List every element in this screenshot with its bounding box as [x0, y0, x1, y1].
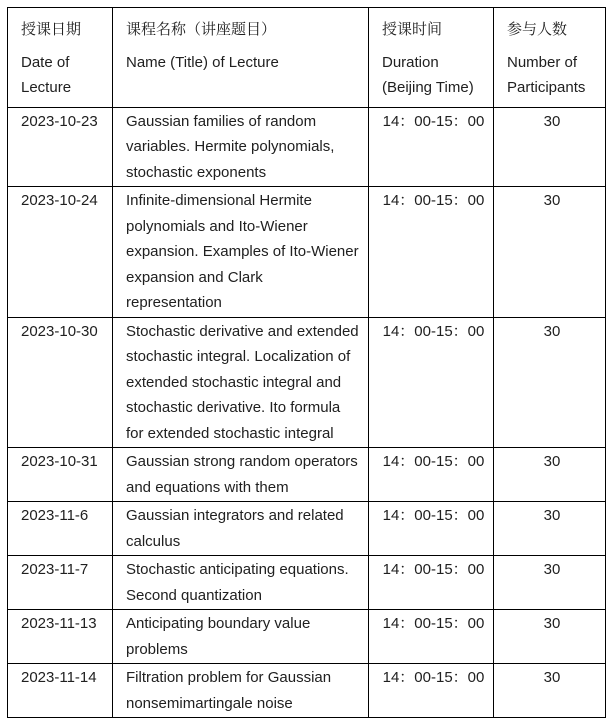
participants-cell: [494, 610, 606, 664]
lecture-title: Gaussian strong random operators and equations with them: [126, 453, 358, 496]
title-cell: [113, 107, 369, 187]
lecture-title: Filtration problem for Gaussian nonsemimartingale noise: [126, 669, 332, 712]
header-duration-zh-label: 授课时间: [382, 21, 443, 38]
participants-count: 30: [543, 669, 561, 686]
lecture-date: 2023-11-13: [21, 615, 97, 632]
table-row: [8, 610, 606, 664]
title-cell: [113, 502, 369, 556]
participants-cell: [494, 502, 606, 556]
time-cell: [369, 187, 494, 318]
lecture-time: 14：00-15：00: [382, 112, 485, 130]
lecture-title: Gaussian families of random variables. Hermite polynomials, stochastic exponents: [126, 112, 335, 181]
title-cell: [113, 664, 369, 718]
time-cell: [369, 502, 494, 556]
time-cell: [369, 664, 494, 718]
date-cell: [8, 664, 113, 718]
table-row: [8, 317, 606, 448]
participants-count: 30: [543, 322, 561, 340]
lecture-title: Stochastic anticipating equations. Second quantization: [126, 561, 349, 604]
table-row: [8, 448, 606, 502]
table-row: [8, 664, 606, 718]
header-participants-zh-label: 参与人数: [507, 21, 568, 38]
date-cell: [8, 317, 113, 448]
lecture-date: 2023-10-30: [21, 322, 98, 340]
header-cell-date: [8, 8, 113, 108]
lecture-date: 2023-11-7: [21, 561, 89, 578]
lecture-time: 14：00-15：00: [382, 322, 485, 340]
time-cell: [369, 610, 494, 664]
header-name-en-label: Name (Title) of Lecture: [126, 53, 279, 71]
table-row: [8, 502, 606, 556]
participants-count: 30: [543, 112, 561, 130]
participants-count: 30: [543, 507, 561, 524]
header-duration-en-label: Duration (Beijing Time): [382, 53, 474, 96]
title-cell: [113, 187, 369, 318]
participants-count: 30: [543, 615, 561, 632]
time-cell: [369, 107, 494, 187]
lecture-date: 2023-10-24: [21, 192, 98, 209]
date-cell: [8, 187, 113, 318]
table-row: [8, 187, 606, 318]
participants-count: 30: [543, 192, 561, 209]
participants-count: 30: [543, 561, 561, 578]
header-date-en-label: Date of Lecture: [21, 53, 72, 96]
title-cell: [113, 610, 369, 664]
header-name-zh-label: 课程名称（讲座题目）: [126, 21, 277, 38]
lecture-title: Anticipating boundary value problems: [126, 615, 311, 658]
header-cell-name: [113, 8, 369, 108]
time-cell: [369, 448, 494, 502]
participants-cell: [494, 107, 606, 187]
lecture-date: 2023-11-6: [21, 507, 89, 524]
lecture-time: 14：00-15：00: [382, 615, 485, 632]
lecture-title: Infinite-dimensional Hermite polynomials and Ito-Wiener expansion. Examples of Ito-Wiener expansion and Clark representation: [126, 192, 359, 311]
date-cell: [8, 610, 113, 664]
participants-cell: [494, 556, 606, 610]
title-cell: [113, 448, 369, 502]
time-cell: [369, 317, 494, 448]
title-cell: [113, 556, 369, 610]
lecture-time: 14：00-15：00: [382, 669, 485, 686]
date-cell: [8, 448, 113, 502]
header-cell-participants: [494, 8, 606, 108]
participants-cell: [494, 448, 606, 502]
lecture-date: 2023-10-23: [21, 112, 98, 130]
date-cell: [8, 502, 113, 556]
title-cell: [113, 317, 369, 448]
participants-count: 30: [543, 453, 561, 470]
date-cell: [8, 107, 113, 187]
lecture-time: 14：00-15：00: [382, 561, 485, 578]
participants-cell: [494, 187, 606, 318]
lecture-time: 14：00-15：00: [382, 453, 485, 470]
date-cell: [8, 556, 113, 610]
header-cell-duration: [369, 8, 494, 108]
table-row: [8, 556, 606, 610]
header-participants-en-label: Number of Participants: [507, 53, 586, 96]
lecture-title: Gaussian integrators and related calculus: [126, 507, 344, 550]
header-date-zh-label: 授课日期: [21, 21, 82, 38]
lecture-schedule-table: [7, 7, 606, 718]
lecture-time: 14：00-15：00: [382, 192, 485, 209]
header-row: [8, 8, 606, 108]
participants-cell: [494, 317, 606, 448]
lecture-date: 2023-11-14: [21, 669, 97, 686]
time-cell: [369, 556, 494, 610]
participants-cell: [494, 664, 606, 718]
lecture-title: Stochastic derivative and extended stochastic integral. Localization of extended stochastic integral and stochastic derivative. Ito formula for extended stochastic integral: [126, 322, 359, 442]
table-body: [8, 107, 606, 718]
table-row: [8, 107, 606, 187]
lecture-time: 14：00-15：00: [382, 507, 485, 524]
lecture-date: 2023-10-31: [21, 453, 98, 470]
